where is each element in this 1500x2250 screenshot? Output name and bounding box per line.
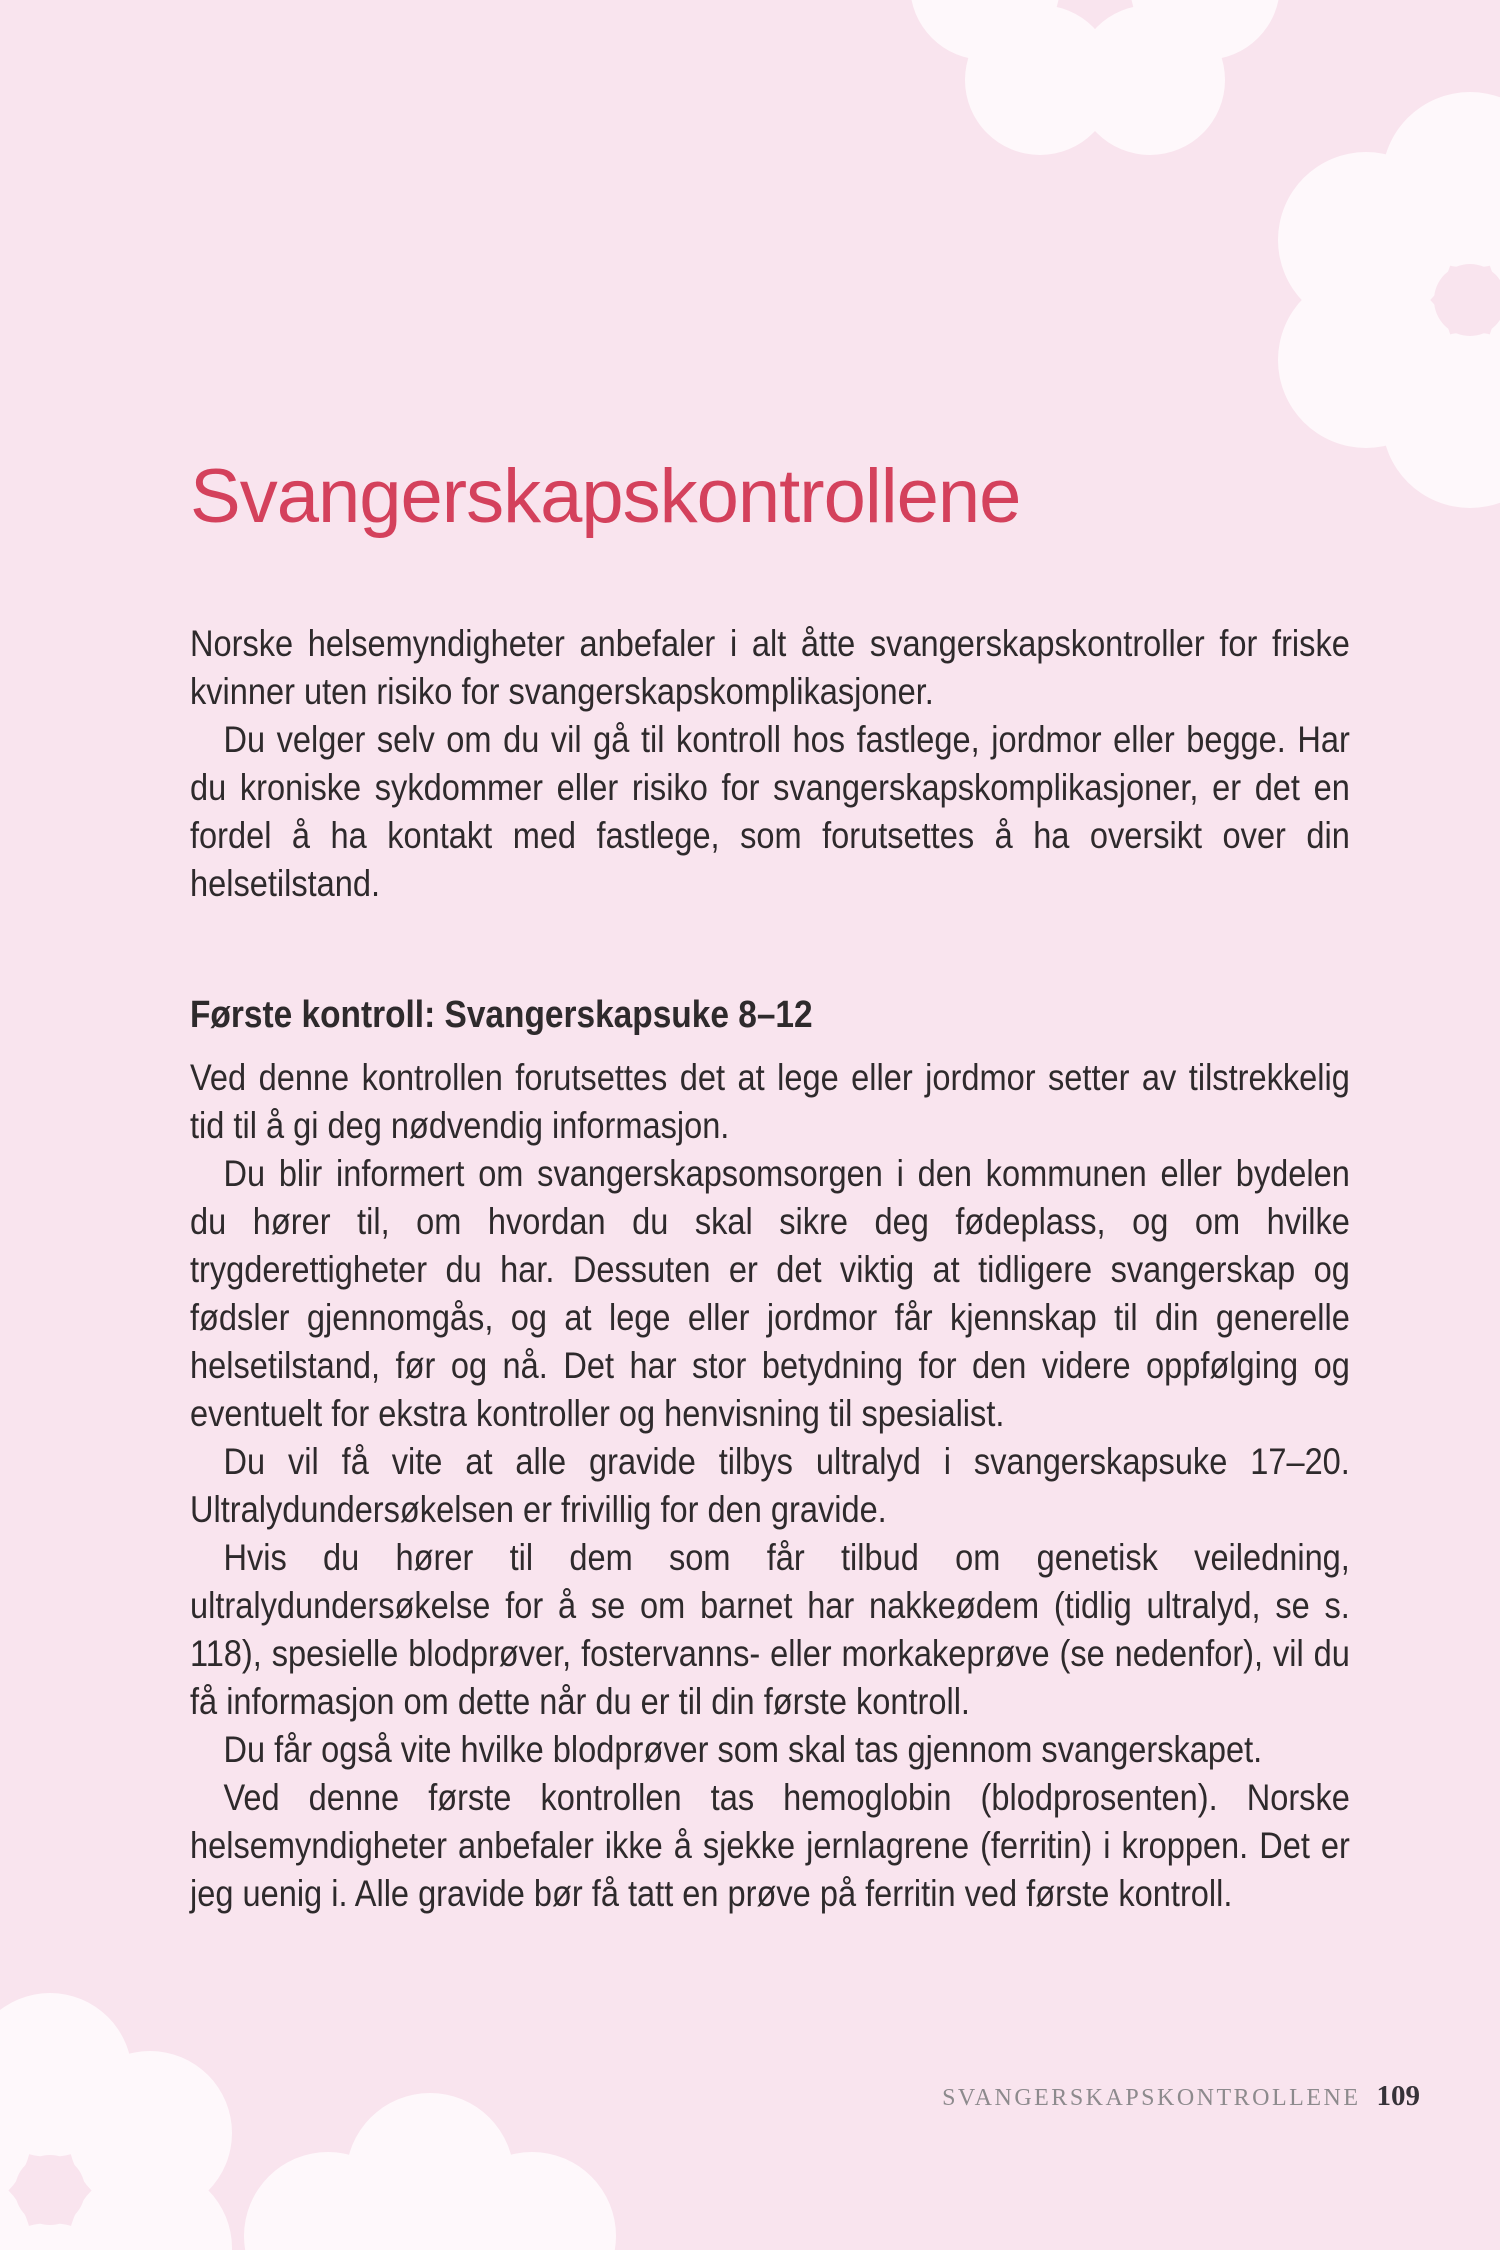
flower-right-icon [1278, 92, 1500, 508]
section-paragraphs [190, 1054, 1350, 1918]
paragraph: Norske helsemyndigheter anbefaler i alt åtte svangerskapskontroller for friske kvinner uten risiko for svangerskapskomplikasjoner. [190, 623, 1350, 712]
chapter-title: Svangerskapskontrollene [190, 454, 1021, 539]
page-number: 109 [1376, 2080, 1420, 2112]
paragraph: Hvis du hører til dem som får tilbud om genetisk veiledning, ultralydundersøkelse for å se om barnet har nakkeødem (tidlig ultralyd, se s. 118), spesielle blodprøver, fostervanns- eller morkakeprøve (se nedenfor), vil du få informasjon om dette når du er til din første kontroll. [190, 1537, 1350, 1722]
page-footer [942, 2080, 1420, 2113]
paragraph: Ved denne kontrollen forutsettes det at lege eller jordmor setter av tilstrekkelig tid til å gi deg nødvendig informasjon. [190, 1057, 1350, 1146]
paragraph: Ved denne første kontrollen tas hemoglobin (blodprosenten). Norske helsemyndigheter anbefaler ikke å sjekke jernlagrene (ferritin) i kroppen. Det er jeg uenig i. Alle gravide bør få tatt en prøve på ferritin ved første kontroll. [190, 1777, 1350, 1914]
flower-bottom-center-icon [244, 2093, 616, 2250]
section-first-control [190, 990, 1350, 1918]
flower-bottom-left-icon [0, 1993, 232, 2250]
flower-top-icon [910, 0, 1280, 155]
paragraph: Du velger selv om du vil gå til kontroll hos fastlege, jordmor eller begge. Har du kroniske sykdommer eller risiko for svangerskapskomplikasjoner, er det en fordel å ha kontakt med fastlege, som forutsettes å ha oversikt over din helsetilstand. [190, 719, 1350, 904]
paragraph: Du vil få vite at alle gravide tilbys ultralyd i svangerskapsuke 17–20. Ultralydundersøkelsen er frivillig for den gravide. [190, 1441, 1350, 1530]
intro-paragraphs [190, 620, 1350, 908]
paragraph: Du blir informert om svangerskapsomsorgen i den kommunen eller bydelen du hører til, om hvordan du skal sikre deg fødeplass, og om hvilke trygderettigheter du har. Dessuten er det viktig at tidligere svangerskap og fødsler gjennomgås, og at lege eller jordmor får kjennskap til din generelle helsetilstand, før og nå. Det har stor betydning for den videre oppfølging og eventuelt for ekstra kontroller og henvisning til spesialist. [190, 1153, 1350, 1434]
running-footer-chapter: SVANGERSKAPSKONTROLLENE [942, 2085, 1361, 2111]
paragraph: Du får også vite hvilke blodprøver som skal tas gjennom svangerskapet. [223, 1729, 1263, 1770]
section-heading: Første kontroll: Svangerskapsuke 8–12 [190, 994, 813, 1036]
